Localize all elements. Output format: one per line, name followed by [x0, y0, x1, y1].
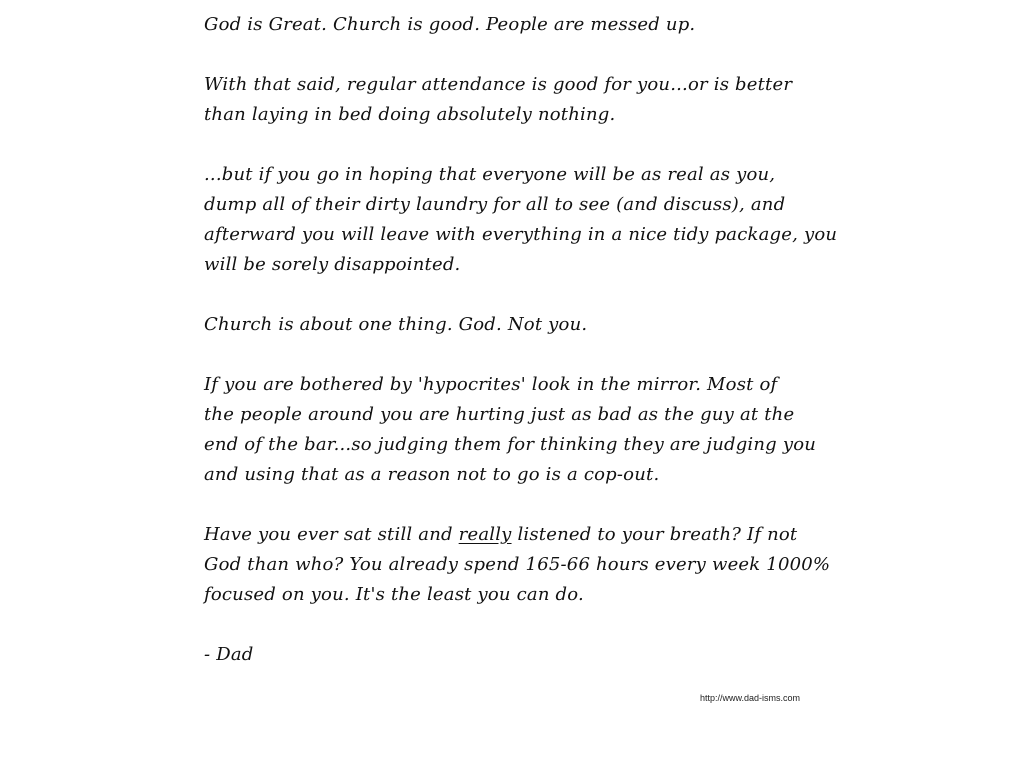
signature: - Dad [204, 644, 254, 665]
letter-line [204, 520, 864, 550]
letter-text: Have you ever sat still and [204, 524, 459, 545]
paragraph-spacer [204, 490, 864, 520]
letter-line: God is Great. Church is good. People are messed up. [204, 14, 696, 35]
letter-line: the people around you are hurting just as bad as the guy at the [204, 404, 795, 425]
letter-line: end of the bar...so judging them for thinking they are judging you [204, 434, 817, 455]
paragraph-spacer [204, 610, 864, 640]
letter-line: Church is about one thing. God. Not you. [204, 314, 588, 335]
letter-text: listened to your breath? If not [511, 524, 798, 545]
handwritten-letter [204, 10, 864, 670]
letter-line: will be sorely disappointed. [204, 254, 461, 275]
letter-line: focused on you. It's the least you can do. [204, 584, 584, 605]
letter-line: dump all of their dirty laundry for all to see (and discuss), and [204, 194, 786, 215]
website-url: http://www.dad-isms.com [700, 693, 801, 703]
letter-line: than laying in bed doing absolutely nothing. [204, 104, 616, 125]
paragraph-spacer [204, 130, 864, 160]
letter-line: With that said, regular attendance is good for you...or is better [204, 74, 793, 95]
letter-line: God than who? You already spend 165-66 hours every week 1000% [204, 554, 831, 575]
paragraph-spacer [204, 40, 864, 70]
letter-line: ...but if you go in hoping that everyone will be as real as you, [204, 164, 776, 185]
underlined-word: really [458, 524, 512, 545]
paragraph-spacer [204, 280, 864, 310]
paragraph-spacer [204, 340, 864, 370]
letter-line: If you are bothered by 'hypocrites' look in the mirror. Most of [204, 374, 778, 395]
letter-line: afterward you will leave with everything in a nice tidy package, you [204, 224, 838, 245]
letter-line: and using that as a reason not to go is a cop-out. [204, 464, 660, 485]
